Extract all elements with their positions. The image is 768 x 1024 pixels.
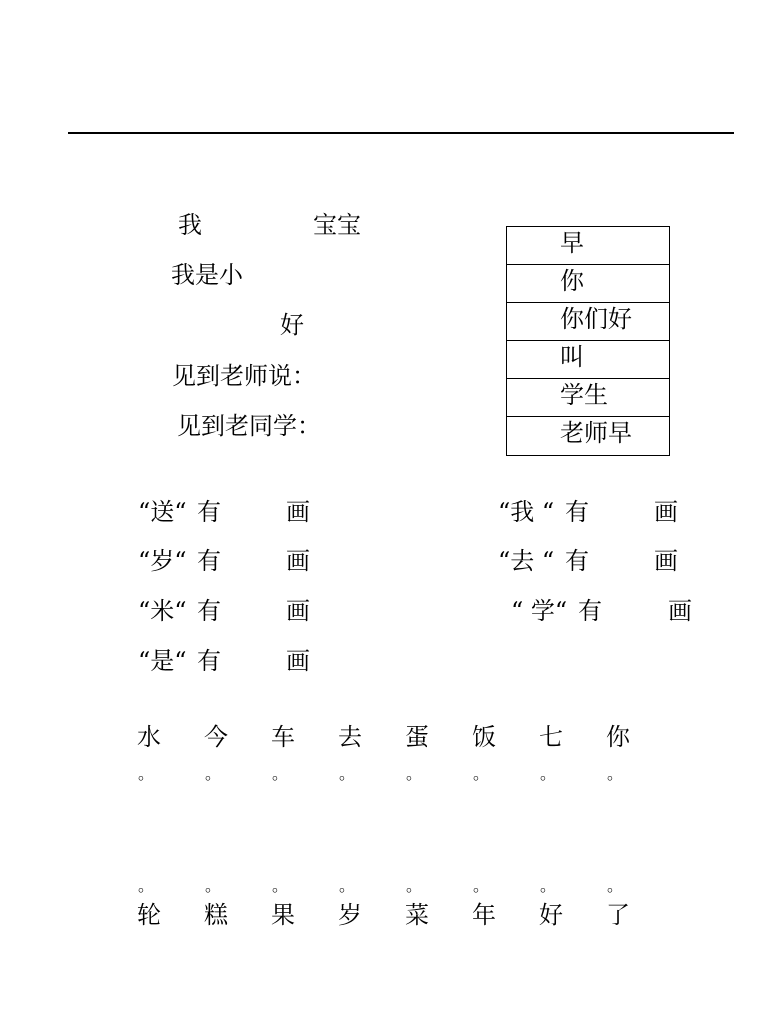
- match-dot[interactable]: 。: [138, 876, 155, 895]
- match-bottom-char: 菜: [405, 901, 429, 929]
- match-dot[interactable]: 。: [272, 764, 289, 783]
- match-dot[interactable]: 。: [473, 764, 490, 783]
- stroke-char-left: “米“: [138, 597, 187, 625]
- match-top-char: 蛋: [405, 723, 429, 751]
- word-box-item: 老师早: [560, 419, 632, 447]
- match-bottom-char: 年: [472, 901, 496, 929]
- stroke-hua-label: 画: [654, 547, 678, 575]
- stroke-hua-label: 画: [286, 547, 310, 575]
- match-top-char: 你: [606, 723, 630, 751]
- word-box-item: 叫: [507, 341, 669, 379]
- sentence-2: 我是小: [171, 261, 243, 289]
- match-dot[interactable]: 。: [205, 876, 222, 895]
- match-bottom-char: 糕: [204, 901, 228, 929]
- sentence-3: 好: [280, 311, 304, 339]
- match-dot[interactable]: 。: [540, 764, 557, 783]
- sentence-5: 见到老同学：: [177, 412, 321, 440]
- stroke-char-left: “送“: [138, 498, 187, 526]
- stroke-you-label: 有: [578, 597, 602, 625]
- stroke-hua-label: 画: [286, 498, 310, 526]
- word-box-item: 早: [507, 227, 669, 265]
- stroke-hua-label: 画: [654, 498, 678, 526]
- match-dot[interactable]: 。: [205, 764, 222, 783]
- match-dot[interactable]: 。: [339, 876, 356, 895]
- stroke-hua-label: 画: [286, 597, 310, 625]
- sentence-4: 见到老师说：: [172, 362, 316, 390]
- match-dot[interactable]: 。: [406, 764, 423, 783]
- stroke-char-right: “ 学“: [511, 597, 568, 625]
- match-dot[interactable]: 。: [138, 764, 155, 783]
- stroke-you-label: 有: [565, 547, 589, 575]
- header-rule: [68, 132, 734, 134]
- stroke-char-left: “是“: [138, 647, 187, 675]
- match-top-char: 去: [338, 723, 362, 751]
- match-dot[interactable]: 。: [406, 876, 423, 895]
- match-dot[interactable]: 。: [473, 876, 490, 895]
- match-dot[interactable]: 。: [272, 876, 289, 895]
- stroke-char-right: “我 “: [498, 498, 555, 526]
- match-bottom-char: 了: [606, 901, 630, 929]
- stroke-char-left: “岁“: [138, 547, 187, 575]
- match-top-char: 今: [204, 723, 228, 751]
- sentence-1-part-b: 宝宝: [313, 211, 361, 239]
- stroke-you-label: 有: [197, 647, 221, 675]
- stroke-char-right: “去 “: [498, 547, 555, 575]
- match-dot[interactable]: 。: [540, 876, 557, 895]
- match-top-char: 饭: [472, 723, 496, 751]
- stroke-you-label: 有: [197, 547, 221, 575]
- stroke-you-label: 有: [565, 498, 589, 526]
- match-bottom-char: 果: [271, 901, 295, 929]
- stroke-hua-label: 画: [668, 597, 692, 625]
- match-bottom-char: 轮: [137, 901, 161, 929]
- match-bottom-char: 岁: [338, 901, 362, 929]
- word-box: [506, 226, 670, 456]
- match-top-char: 七: [539, 723, 563, 751]
- match-bottom-char: 好: [539, 901, 563, 929]
- match-dot[interactable]: 。: [607, 764, 624, 783]
- match-top-char: 水: [137, 723, 161, 751]
- match-top-char: 车: [271, 723, 295, 751]
- stroke-you-label: 有: [197, 498, 221, 526]
- match-dot[interactable]: 。: [339, 764, 356, 783]
- word-box-item: 你: [507, 265, 669, 303]
- match-dot[interactable]: 。: [607, 876, 624, 895]
- sentence-1-part-a: 我: [178, 211, 202, 239]
- word-box-item: 学生: [507, 379, 669, 417]
- word-box-item: 你们好: [507, 303, 669, 341]
- stroke-you-label: 有: [197, 597, 221, 625]
- stroke-hua-label: 画: [286, 647, 310, 675]
